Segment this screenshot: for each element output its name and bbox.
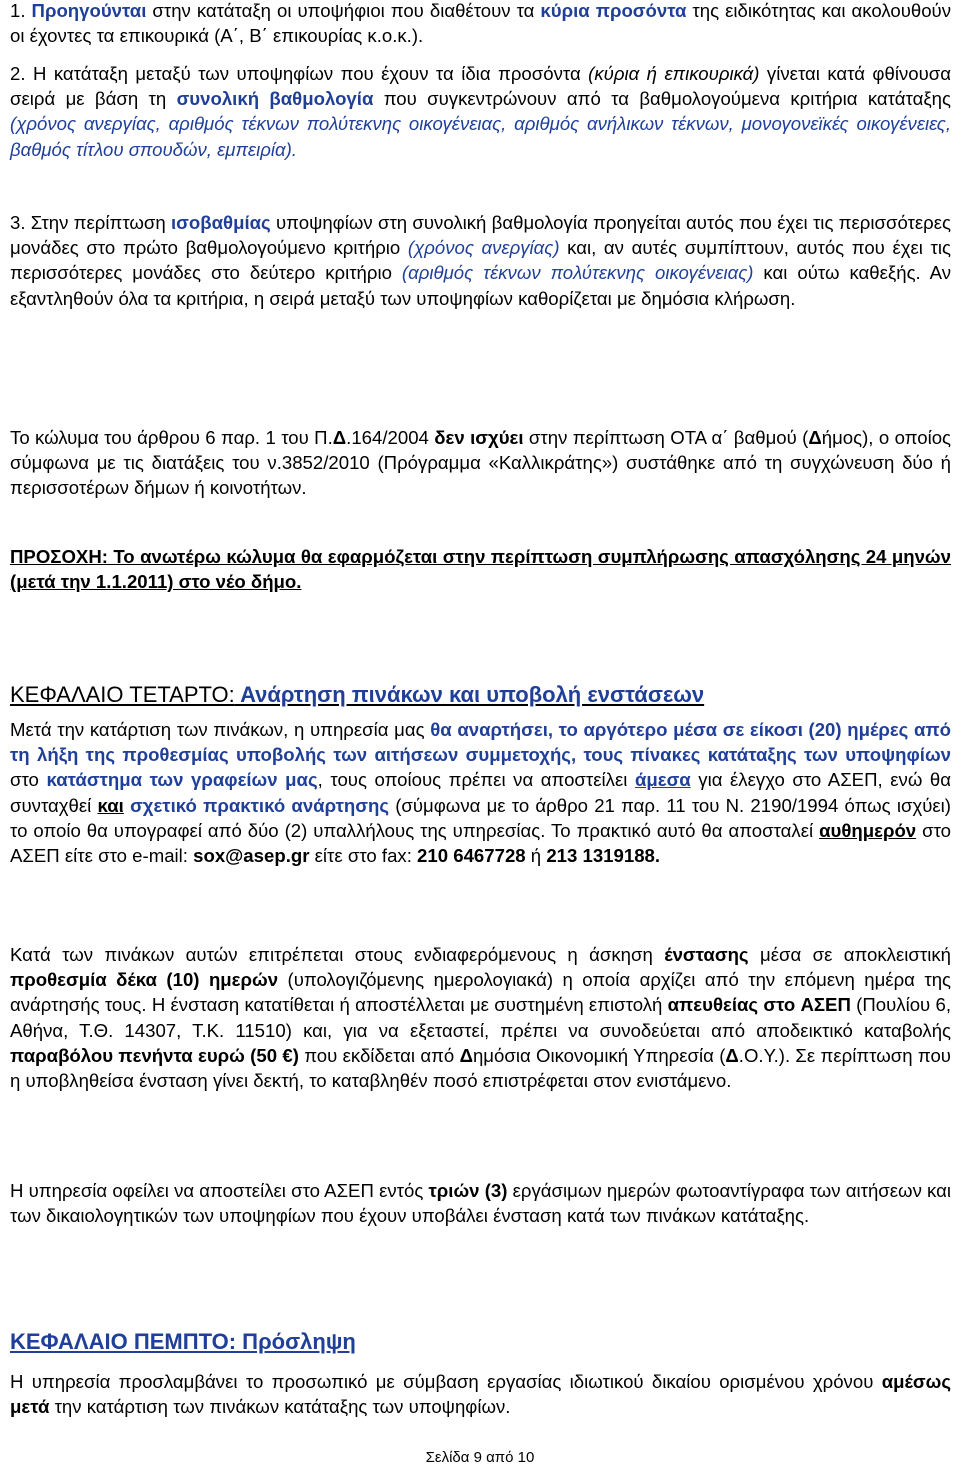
chapter-4-paragraph-2: Κατά των πινάκων αυτών επιτρέπεται στους ενδιαφερόμενους η άσκηση ένστασης μέσα σε αποκλειστική προθεσμία δέκα (10) ημερών (υπολογιζόμενης ημερολογιακά) η οποία αρχίζει από την επόμενη ημέρα της ανάρτησής τους. Η ένσταση κατατίθεται ή αποστέλλεται με συστημένη επιστολή απευθείας στο ΑΣΕΠ (Πουλίου 6, Αθήνα, Τ.Θ. 14307, Τ.Κ. 11510) και, για να εξεταστεί, πρέπει να συνοδεύεται από αποδεικτικό καταβολής παραβόλου πενήντα ευρώ (50 €) που εκδίδεται από Δημόσια Οικονομική Υπηρεσία (Δ.Ο.Υ.). Σε περίπτωση που η υποβληθείσα ένσταση γίνει δεκτή, το καταβληθέν ποσό επιστρέφεται στον ενιστάμενο.	[10, 944, 952, 1092]
kolyma-paragraph: Το κώλυμα του άρθρου 6 παρ. 1 του Π.Δ.164/2004 δεν ισχύει στην περίπτωση ΟΤΑ α΄ βαθμού (Δήμος), ο οποίος σύμφωνα με τις διατάξεις του ν.3852/2010 (Πρόγραμμα «Καλλικράτης») συστάθηκε από τη συγχώνευση δύο ή περισσοτέρων δήμων ή κοινοτήτων.	[10, 427, 952, 499]
chapter-5-heading: ΚΕΦΑΛΑΙΟ ΠΕΜΠΤΟ: Πρόσληψη	[10, 1329, 356, 1354]
email-link[interactable]: sox@asep.gr	[193, 845, 310, 867]
chapter-4-paragraph-3: Η υπηρεσία οφείλει να αποστείλει στο ΑΣΕΠ εντός τριών (3) εργάσιμων ημερών φωτοαντίγραφα των αιτήσεων και των δικαιολογητικών των υποψηφίων που έχουν υποβάλει ένσταση κατά των πινάκων κατάταξης.	[10, 1180, 952, 1227]
item-1: 1. Προηγούνται στην κατάταξη οι υποψήφιοι που διαθέτουν τα κύρια προσόντα της ειδικότητας και ακολουθούν οι έχοντες τα επικουρικά (Α΄, Β΄ επικουρίας κ.ο.κ.).	[10, 0, 952, 47]
page-footer: Σελίδα 9 από 10	[425, 1449, 535, 1466]
prosoxi-note: ΠΡΟΣΟΧΗ: Το ανωτέρω κώλυμα θα εφαρμόζεται στην περίπτωση συμπλήρωσης απασχόλησης 24 μηνών (μετά την 1.1.2011) στο νέο δήμο.	[10, 546, 951, 593]
item-3: 3. Στην περίπτωση ισοβαθμίας υποψηφίων στη συνολική βαθμολογία προηγείται αυτός που έχει τις περισσότερες μονάδες στο πρώτο βαθμολογούμενο κριτήριο (χρόνος ανεργίας) και, αν αυτές συμπίπτουν, αυτός που έχει τις περισσότερες μονάδες στο δεύτερο κριτήριο (αριθμός τέκνων πολύτεκνης οικογένειας) και ούτω καθεξής. Αν εξαντληθούν όλα τα κριτήρια, η σειρά μεταξύ των υποψηφίων καθορίζεται με δημόσια κλήρωση.	[10, 212, 952, 309]
chapter-4-heading: ΚΕΦΑΛΑΙΟ ΤΕΤΑΡΤΟ: Ανάρτηση πινάκων και υποβολή ενστάσεων	[10, 682, 705, 707]
chapter-5-paragraph-1: Η υπηρεσία προσλαμβάνει το προσωπικό με σύμβαση εργασίας ιδιωτικού δικαίου ορισμένου χρόνου αμέσως μετά την κατάρτιση των πινάκων κατάταξης των υποψηφίων.	[10, 1371, 951, 1418]
item-2: 2. Η κατάταξη μεταξύ των υποψηφίων που έχουν τα ίδια προσόντα (κύρια ή επικουρικά) γίνεται κατά φθίνουσα σειρά με βάση τη συνολική βαθμολογία που συγκεντρώνουν από τα βαθμολογούμενα κριτήρια κατάταξης (χρόνος ανεργίας, αριθμός τέκνων πολύτεκνης οικογένειας, αριθμός ανήλικων τέκνων, μονογονεϊκές οικογένειες, βαθμός τίτλου σπουδών, εμπειρία).	[10, 63, 951, 160]
chapter-4-paragraph-1: Μετά την κατάρτιση των πινάκων, η υπηρεσία μας θα αναρτήσει, το αργότερο μέσα σε είκοσι (20) ημέρες από τη λήξη της προθεσμίας υποβολής των αιτήσεων συμμετοχής, τους πίνακες κατάταξης των υποψηφίων στο κατάστημα των γραφείων μας, τους οποίους πρέπει να αποστείλει άμεσα για έλεγχο στο ΑΣΕΠ, ενώ θα συνταχθεί και σχετικό πρακτικό ανάρτησης (σύμφωνα με το άρθρο 21 παρ. 11 του Ν. 2190/1994 όπως ισχύει) το οποίο θα υπογραφεί από δύο (2) υπαλλήλους της υπηρεσίας. Το πρακτικό αυτό θα αποσταλεί αυθημερόν στο ΑΣΕΠ είτε στο e-mail: sox@asep.gr είτε στο fax: 210 6467728 ή 213 1319188.	[10, 719, 951, 867]
